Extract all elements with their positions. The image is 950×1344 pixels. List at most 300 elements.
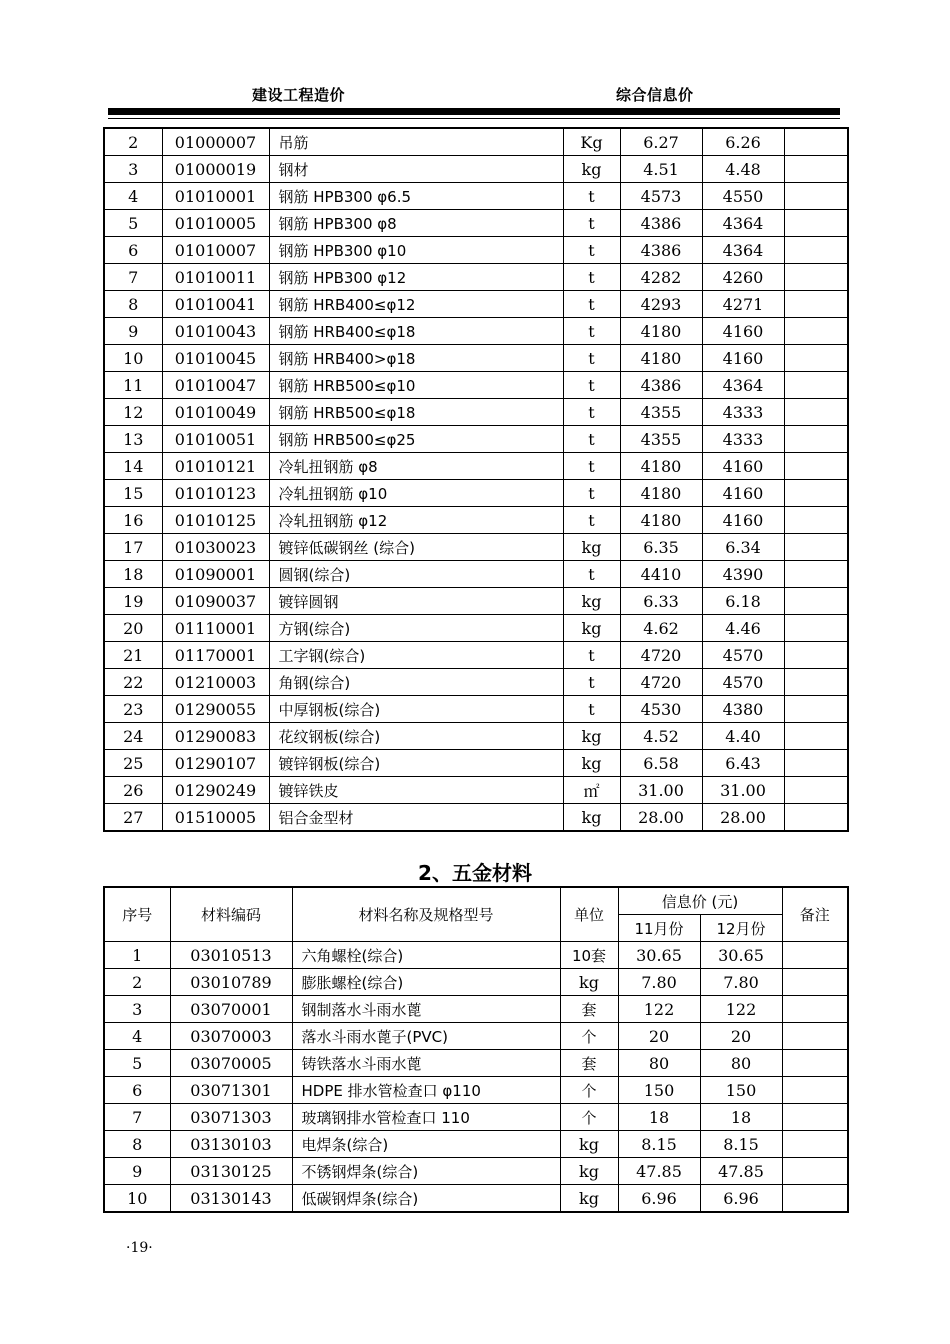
table-row [104, 642, 848, 669]
cell-code: 03070003 [170, 1023, 292, 1050]
cell-no: 19 [104, 588, 162, 615]
table-row [104, 561, 848, 588]
cell-dec-price: 4160 [702, 453, 784, 480]
cell-no: 4 [104, 183, 162, 210]
cell-code: 01010007 [162, 237, 269, 264]
cell-no: 4 [104, 1023, 170, 1050]
cell-nov-price: 4.62 [620, 615, 702, 642]
cell-code: 01000007 [162, 128, 269, 156]
table-row [104, 183, 848, 210]
cell-note [784, 777, 848, 804]
cell-no: 23 [104, 696, 162, 723]
table-row [104, 156, 848, 183]
cell-code: 01290249 [162, 777, 269, 804]
cell-no: 24 [104, 723, 162, 750]
cell-code: 01010121 [162, 453, 269, 480]
cell-name: 吊筋 [269, 128, 563, 156]
cell-nov-price: 4386 [620, 237, 702, 264]
cell-name: 工字钢(综合) [269, 642, 563, 669]
cell-code: 01010045 [162, 345, 269, 372]
cell-no: 12 [104, 399, 162, 426]
cell-nov-price: 31.00 [620, 777, 702, 804]
cell-no: 27 [104, 804, 162, 832]
cell-dec-price: 4.46 [702, 615, 784, 642]
table-row [104, 1131, 848, 1158]
cell-unit: 个 [560, 1023, 618, 1050]
cell-no: 5 [104, 210, 162, 237]
cell-dec-price: 28.00 [702, 804, 784, 832]
cell-note [784, 264, 848, 291]
cell-code: 01090037 [162, 588, 269, 615]
cell-nov-price: 4180 [620, 453, 702, 480]
section-title: 2、五金材料 [418, 861, 532, 885]
cell-name: 镀锌圆钢 [269, 588, 563, 615]
table-row [104, 669, 848, 696]
cell-no: 7 [104, 1104, 170, 1131]
cell-note [782, 942, 848, 969]
cell-unit: kg [563, 588, 620, 615]
cell-nov-price: 4720 [620, 642, 702, 669]
cell-nov-price: 4293 [620, 291, 702, 318]
cell-dec-price: 150 [700, 1077, 782, 1104]
cell-code: 03071303 [170, 1104, 292, 1131]
cell-note [784, 291, 848, 318]
cell-nov-price: 4180 [620, 507, 702, 534]
cell-note [782, 969, 848, 996]
table-row [104, 777, 848, 804]
table-row [104, 1077, 848, 1104]
cell-dec-price: 6.34 [702, 534, 784, 561]
cell-note [784, 804, 848, 832]
cell-nov-price: 4355 [620, 426, 702, 453]
cell-dec-price: 4160 [702, 480, 784, 507]
cell-no: 2 [104, 969, 170, 996]
cell-unit: Kg [563, 128, 620, 156]
cell-unit: t [563, 372, 620, 399]
cell-unit: t [563, 237, 620, 264]
cell-code: 03070005 [170, 1050, 292, 1077]
cell-note [784, 156, 848, 183]
cell-name: 冷轧扭钢筋 φ8 [269, 453, 563, 480]
cell-code: 01030023 [162, 534, 269, 561]
cell-unit: kg [560, 1158, 618, 1185]
cell-no: 3 [104, 156, 162, 183]
cell-no: 2 [104, 128, 162, 156]
cell-nov-price: 4720 [620, 669, 702, 696]
cell-name: 钢筋 HRB500≤φ25 [269, 426, 563, 453]
table-row [104, 426, 848, 453]
hardware-price-table [103, 886, 849, 1213]
cell-note [784, 615, 848, 642]
cell-note [784, 426, 848, 453]
cell-name: 钢筋 HPB300 φ8 [269, 210, 563, 237]
cell-nov-price: 4180 [620, 345, 702, 372]
cell-note [782, 1050, 848, 1077]
cell-dec-price: 4271 [702, 291, 784, 318]
cell-dec-price: 122 [700, 996, 782, 1023]
cell-code: 01290055 [162, 696, 269, 723]
table-row [104, 264, 848, 291]
cell-unit: t [563, 426, 620, 453]
cell-name: 钢筋 HPB300 φ12 [269, 264, 563, 291]
cell-dec-price: 4.40 [702, 723, 784, 750]
cell-note [784, 750, 848, 777]
cell-dec-price: 31.00 [702, 777, 784, 804]
col-header-nov: 11月份 [618, 915, 700, 942]
cell-no: 13 [104, 426, 162, 453]
cell-code: 01170001 [162, 642, 269, 669]
cell-nov-price: 20 [618, 1023, 700, 1050]
cell-note [784, 642, 848, 669]
cell-name: 钢材 [269, 156, 563, 183]
cell-dec-price: 4380 [702, 696, 784, 723]
cell-no: 21 [104, 642, 162, 669]
cell-unit: kg [563, 156, 620, 183]
cell-name: 膨胀螺栓(综合) [292, 969, 560, 996]
cell-name: HDPE 排水管检查口 φ110 [292, 1077, 560, 1104]
cell-unit: kg [563, 723, 620, 750]
table-row [104, 615, 848, 642]
table-header-row [104, 887, 848, 915]
cell-no: 14 [104, 453, 162, 480]
table-row [104, 804, 848, 832]
cell-unit: t [563, 264, 620, 291]
cell-name: 中厚钢板(综合) [269, 696, 563, 723]
cell-note [782, 1131, 848, 1158]
cell-note [782, 1185, 848, 1213]
cell-code: 01290107 [162, 750, 269, 777]
cell-unit: 10套 [560, 942, 618, 969]
cell-unit: kg [560, 1185, 618, 1213]
cell-dec-price: 4550 [702, 183, 784, 210]
cell-code: 01010051 [162, 426, 269, 453]
cell-nov-price: 150 [618, 1077, 700, 1104]
cell-nov-price: 6.33 [620, 588, 702, 615]
cell-note [782, 996, 848, 1023]
cell-code: 01010123 [162, 480, 269, 507]
cell-no: 26 [104, 777, 162, 804]
cell-no: 20 [104, 615, 162, 642]
cell-unit: t [563, 210, 620, 237]
cell-dec-price: 4333 [702, 399, 784, 426]
cell-nov-price: 4573 [620, 183, 702, 210]
page-number: ·19· [126, 1240, 153, 1256]
cell-no: 6 [104, 1077, 170, 1104]
col-header-dec: 12月份 [700, 915, 782, 942]
cell-no: 3 [104, 996, 170, 1023]
cell-code: 03010789 [170, 969, 292, 996]
cell-name: 钢筋 HRB400≤φ12 [269, 291, 563, 318]
cell-nov-price: 4180 [620, 480, 702, 507]
cell-code: 03130143 [170, 1185, 292, 1213]
cell-code: 01010049 [162, 399, 269, 426]
cell-no: 1 [104, 942, 170, 969]
cell-unit: t [563, 669, 620, 696]
cell-unit: kg [563, 615, 620, 642]
cell-note [784, 723, 848, 750]
cell-name: 落水斗雨水蓖子(PVC) [292, 1023, 560, 1050]
cell-no: 25 [104, 750, 162, 777]
cell-note [784, 210, 848, 237]
cell-unit: t [563, 696, 620, 723]
table-row [104, 1185, 848, 1213]
cell-code: 01010005 [162, 210, 269, 237]
cell-no: 10 [104, 345, 162, 372]
cell-dec-price: 18 [700, 1104, 782, 1131]
cell-no: 5 [104, 1050, 170, 1077]
cell-unit: ㎡ [563, 777, 620, 804]
cell-dec-price: 8.15 [700, 1131, 782, 1158]
table-row [104, 210, 848, 237]
cell-no: 17 [104, 534, 162, 561]
cell-name: 冷轧扭钢筋 φ12 [269, 507, 563, 534]
cell-dec-price: 4160 [702, 507, 784, 534]
cell-dec-price: 4.48 [702, 156, 784, 183]
cell-name: 钢筋 HRB400>φ18 [269, 345, 563, 372]
cell-unit: t [563, 642, 620, 669]
cell-unit: t [563, 345, 620, 372]
cell-name: 镀锌铁皮 [269, 777, 563, 804]
cell-name: 钢筋 HPB300 φ10 [269, 237, 563, 264]
cell-dec-price: 80 [700, 1050, 782, 1077]
cell-name: 六角螺栓(综合) [292, 942, 560, 969]
col-header-no: 序号 [104, 887, 170, 942]
cell-unit: t [563, 291, 620, 318]
cell-nov-price: 30.65 [618, 942, 700, 969]
cell-name: 花纹钢板(综合) [269, 723, 563, 750]
cell-dec-price: 30.65 [700, 942, 782, 969]
table-row [104, 372, 848, 399]
cell-name: 钢筋 HRB500≤φ10 [269, 372, 563, 399]
cell-name: 低碳钢焊条(综合) [292, 1185, 560, 1213]
cell-code: 01510005 [162, 804, 269, 832]
cell-dec-price: 47.85 [700, 1158, 782, 1185]
table-row [104, 291, 848, 318]
cell-nov-price: 4410 [620, 561, 702, 588]
table-row [104, 969, 848, 996]
table-row [104, 1050, 848, 1077]
cell-note [784, 183, 848, 210]
cell-dec-price: 6.96 [700, 1185, 782, 1213]
col-header-code: 材料编码 [170, 887, 292, 942]
cell-name: 铸铁落水斗雨水蓖 [292, 1050, 560, 1077]
table-row [104, 453, 848, 480]
cell-no: 10 [104, 1185, 170, 1213]
table-row [104, 588, 848, 615]
cell-no: 16 [104, 507, 162, 534]
header-rule-thin [108, 118, 840, 119]
cell-nov-price: 4282 [620, 264, 702, 291]
table-row [104, 750, 848, 777]
table-row [104, 696, 848, 723]
cell-unit: 套 [560, 996, 618, 1023]
cell-unit: t [563, 507, 620, 534]
cell-name: 钢筋 HRB500≤φ18 [269, 399, 563, 426]
cell-nov-price: 47.85 [618, 1158, 700, 1185]
cell-name: 钢筋 HPB300 φ6.5 [269, 183, 563, 210]
cell-code: 03130103 [170, 1131, 292, 1158]
cell-nov-price: 18 [618, 1104, 700, 1131]
steel-price-table [103, 127, 849, 832]
table-row [104, 723, 848, 750]
col-header-unit: 单位 [560, 887, 618, 942]
cell-unit: 个 [560, 1104, 618, 1131]
cell-nov-price: 4.52 [620, 723, 702, 750]
cell-unit: kg [560, 969, 618, 996]
table-row [104, 942, 848, 969]
cell-name: 镀锌钢板(综合) [269, 750, 563, 777]
cell-name: 方钢(综合) [269, 615, 563, 642]
cell-nov-price: 80 [618, 1050, 700, 1077]
cell-name: 电焊条(综合) [292, 1131, 560, 1158]
table-row [104, 345, 848, 372]
cell-code: 01000019 [162, 156, 269, 183]
cell-nov-price: 4386 [620, 210, 702, 237]
cell-nov-price: 6.35 [620, 534, 702, 561]
cell-no: 9 [104, 1158, 170, 1185]
cell-dec-price: 4570 [702, 642, 784, 669]
cell-no: 18 [104, 561, 162, 588]
running-header-right: 综合信息价 [616, 86, 694, 104]
cell-nov-price: 6.27 [620, 128, 702, 156]
table-row [104, 480, 848, 507]
cell-name: 玻璃钢排水管检查口 110 [292, 1104, 560, 1131]
cell-dec-price: 4160 [702, 318, 784, 345]
table-row [104, 507, 848, 534]
table-row [104, 534, 848, 561]
table-row [104, 1158, 848, 1185]
cell-no: 6 [104, 237, 162, 264]
cell-note [784, 345, 848, 372]
cell-code: 01010041 [162, 291, 269, 318]
cell-unit: 套 [560, 1050, 618, 1077]
table-row [104, 996, 848, 1023]
cell-unit: kg [563, 804, 620, 832]
cell-dec-price: 20 [700, 1023, 782, 1050]
cell-note [784, 128, 848, 156]
cell-unit: t [563, 318, 620, 345]
col-header-price: 信息价 (元) [618, 887, 782, 915]
cell-note [782, 1104, 848, 1131]
table-row [104, 318, 848, 345]
cell-dec-price: 4390 [702, 561, 784, 588]
cell-nov-price: 4530 [620, 696, 702, 723]
hardware-price-table-body [104, 942, 848, 1213]
cell-name: 角钢(综合) [269, 669, 563, 696]
cell-nov-price: 4.51 [620, 156, 702, 183]
cell-note [782, 1158, 848, 1185]
cell-note [784, 669, 848, 696]
table-row [104, 1023, 848, 1050]
cell-note [782, 1023, 848, 1050]
cell-note [784, 399, 848, 426]
cell-unit: kg [560, 1131, 618, 1158]
cell-dec-price: 4364 [702, 210, 784, 237]
cell-nov-price: 4355 [620, 399, 702, 426]
cell-code: 01110001 [162, 615, 269, 642]
cell-code: 01290083 [162, 723, 269, 750]
cell-name: 不锈钢焊条(综合) [292, 1158, 560, 1185]
table-row [104, 1104, 848, 1131]
cell-no: 22 [104, 669, 162, 696]
cell-dec-price: 6.26 [702, 128, 784, 156]
cell-name: 钢筋 HRB400≤φ18 [269, 318, 563, 345]
cell-note [784, 588, 848, 615]
cell-code: 01210003 [162, 669, 269, 696]
cell-no: 8 [104, 291, 162, 318]
cell-name: 铝合金型材 [269, 804, 563, 832]
cell-unit: kg [563, 750, 620, 777]
cell-name: 镀锌低碳钢丝 (综合) [269, 534, 563, 561]
cell-nov-price: 4386 [620, 372, 702, 399]
cell-nov-price: 4180 [620, 318, 702, 345]
cell-note [784, 318, 848, 345]
cell-no: 7 [104, 264, 162, 291]
cell-code: 01010043 [162, 318, 269, 345]
cell-nov-price: 28.00 [620, 804, 702, 832]
cell-note [782, 1077, 848, 1104]
cell-note [784, 696, 848, 723]
cell-unit: t [563, 183, 620, 210]
cell-no: 11 [104, 372, 162, 399]
cell-unit: t [563, 399, 620, 426]
cell-name: 钢制落水斗雨水蓖 [292, 996, 560, 1023]
table-row [104, 237, 848, 264]
header-rule-thick [108, 108, 840, 115]
cell-no: 9 [104, 318, 162, 345]
cell-dec-price: 4260 [702, 264, 784, 291]
running-header-left: 建设工程造价 [252, 86, 346, 104]
cell-note [784, 453, 848, 480]
cell-code: 01010011 [162, 264, 269, 291]
cell-dec-price: 7.80 [700, 969, 782, 996]
cell-dec-price: 4160 [702, 345, 784, 372]
cell-code: 01090001 [162, 561, 269, 588]
cell-code: 03070001 [170, 996, 292, 1023]
cell-note [784, 480, 848, 507]
steel-price-table-body [104, 128, 848, 831]
cell-note [784, 561, 848, 588]
cell-note [784, 534, 848, 561]
cell-note [784, 372, 848, 399]
cell-dec-price: 4570 [702, 669, 784, 696]
table-row [104, 399, 848, 426]
cell-code: 01010125 [162, 507, 269, 534]
cell-no: 8 [104, 1131, 170, 1158]
table-row [104, 128, 848, 156]
cell-unit: kg [563, 534, 620, 561]
cell-nov-price: 122 [618, 996, 700, 1023]
cell-unit: t [563, 561, 620, 588]
cell-note [784, 507, 848, 534]
cell-unit: t [563, 453, 620, 480]
cell-unit: 个 [560, 1077, 618, 1104]
cell-code: 03010513 [170, 942, 292, 969]
col-header-name: 材料名称及规格型号 [292, 887, 560, 942]
cell-code: 03071301 [170, 1077, 292, 1104]
cell-code: 03130125 [170, 1158, 292, 1185]
cell-dec-price: 4364 [702, 372, 784, 399]
cell-dec-price: 4364 [702, 237, 784, 264]
cell-dec-price: 6.43 [702, 750, 784, 777]
cell-note [784, 237, 848, 264]
cell-dec-price: 6.18 [702, 588, 784, 615]
cell-code: 01010047 [162, 372, 269, 399]
cell-name: 圆钢(综合) [269, 561, 563, 588]
cell-nov-price: 8.15 [618, 1131, 700, 1158]
cell-name: 冷轧扭钢筋 φ10 [269, 480, 563, 507]
cell-unit: t [563, 480, 620, 507]
